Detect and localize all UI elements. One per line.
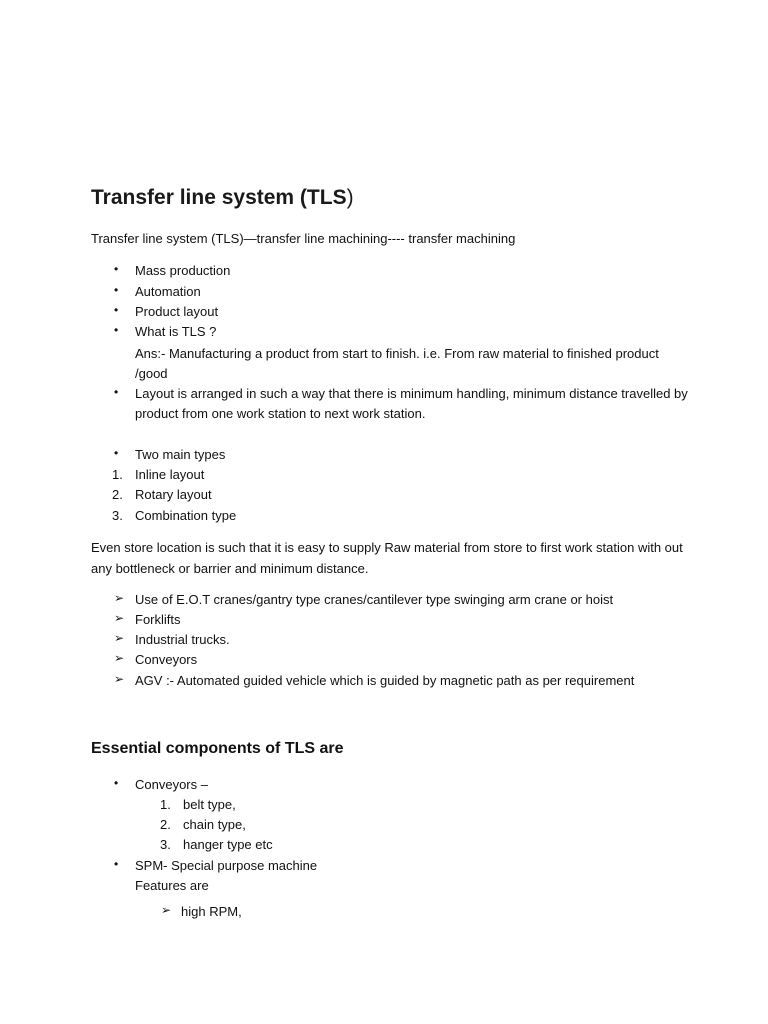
list-item: Layout is arranged in such a way that there is minimum handling, minimum distance travelled by [135, 386, 688, 401]
list-item: Rotary layout [135, 487, 212, 502]
list-item-cont: product from one work station to next work station. [135, 406, 426, 421]
list-item: Forklifts [135, 612, 181, 627]
list-number: 1. [160, 797, 171, 812]
list-item: Automation [135, 284, 201, 299]
bullet-icon: • [114, 262, 119, 276]
bullet-icon: • [114, 385, 119, 399]
list-item: Inline layout [135, 467, 205, 482]
list-item: hanger type etc [183, 837, 273, 852]
paragraph: Even store location is such that it is easy to supply Raw material from store to first work station with out [91, 540, 683, 555]
list-item: SPM- Special purpose machine [135, 858, 318, 873]
list-number: 3. [112, 508, 123, 523]
types-heading: Two main types [135, 447, 226, 462]
list-item: high RPM, [181, 904, 242, 919]
paragraph-cont: any bottleneck or barrier and minimum distance. [91, 561, 369, 576]
answer-text: Ans:- Manufacturing a product from start to finish. i.e. From raw material to finished product [135, 346, 659, 361]
bullet-icon: • [114, 323, 119, 337]
list-item: AGV :- Automated guided vehicle which is guided by magnetic path as per requirement [135, 673, 635, 688]
arrow-bullet-icon: ➢ [114, 591, 125, 605]
list-item: Product layout [135, 304, 219, 319]
list-item: Mass production [135, 263, 231, 278]
arrow-bullet-icon: ➢ [114, 672, 125, 686]
list-item: Use of E.O.T cranes/gantry type cranes/cantilever type swinging arm crane or hoist [135, 592, 614, 607]
list-item: What is TLS ? [135, 324, 217, 339]
bullet-icon: • [114, 776, 119, 790]
arrow-bullet-icon: ➢ [114, 631, 125, 645]
list-number: 1. [112, 467, 123, 482]
list-item: Conveyors [135, 652, 198, 667]
answer-text-cont: /good [135, 366, 168, 381]
bullet-icon: • [114, 283, 119, 297]
list-item-cont: Features are [135, 878, 209, 893]
arrow-bullet-icon: ➢ [114, 611, 125, 625]
list-item: chain type, [183, 817, 246, 832]
arrow-bullet-icon: ➢ [114, 651, 125, 665]
arrow-bullet-icon: ➢ [161, 903, 172, 917]
list-number: 2. [160, 817, 171, 832]
list-number: 2. [112, 487, 123, 502]
bullet-icon: • [114, 303, 119, 317]
list-item: Industrial trucks. [135, 632, 230, 647]
section-heading: Essential components of TLS are [91, 740, 344, 757]
bullet-icon: • [114, 446, 119, 460]
list-item: Conveyors – [135, 777, 208, 792]
list-item: belt type, [183, 797, 236, 812]
bullet-icon: • [114, 857, 119, 871]
list-item: Combination type [135, 508, 237, 523]
page-title: Transfer line system (TLS) [91, 186, 354, 209]
list-number: 3. [160, 837, 171, 852]
intro-text: Transfer line system (TLS)—transfer line machining---- transfer machining [91, 231, 516, 246]
